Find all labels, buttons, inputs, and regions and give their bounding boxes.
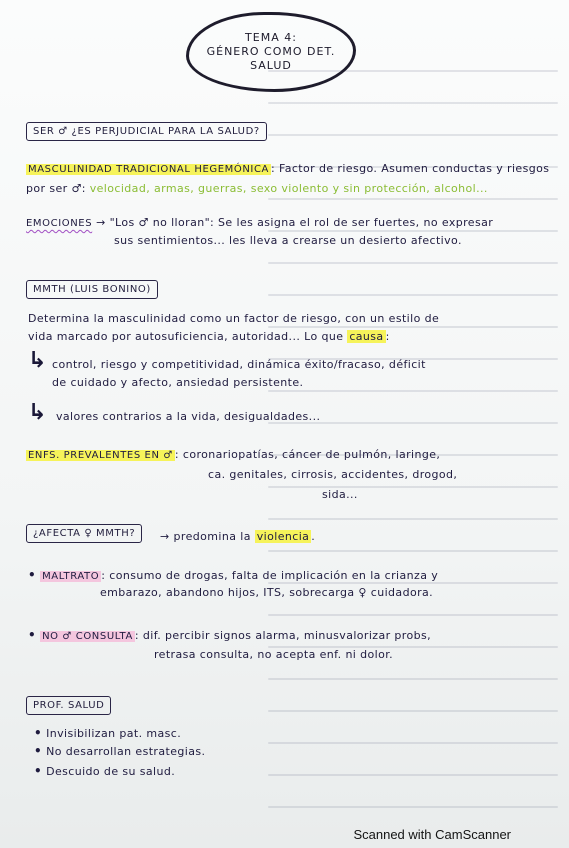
emociones-line-2: sus sentimientos... les lleva a crearse un desierto afectivo. (114, 234, 462, 247)
emociones-rest: → "Los ♂ no lloran": Se les asigna el rol de ser fuertes, no expresar (96, 216, 494, 229)
prof-salud-box: PROF. SALUD (26, 696, 111, 715)
mmth-colon: : (385, 330, 390, 343)
enfs-text-2: ca. genitales, cirrosis, accidentes, drogod, (208, 468, 458, 481)
scanner-watermark: Scanned with CamScanner (353, 827, 511, 842)
afecta-end: . (311, 530, 316, 543)
prof-item-1-text: Invisibilizan pat. masc. (46, 727, 182, 740)
mmth-line-2 (28, 330, 390, 343)
turn-arrow-icon: ↳ (28, 348, 47, 373)
prof-item-3-text: Descuido de su salud. (46, 765, 176, 778)
title-line-2: GÉNERO COMO DET. (206, 45, 336, 58)
title-bubble (186, 12, 356, 92)
prof-item-2-text: No desarrollan estrategias. (46, 745, 206, 758)
title-line-1: TEMA 4: (245, 31, 297, 44)
enfs-line-1 (26, 448, 440, 461)
afecta-text: → predomina la (160, 530, 251, 543)
prof-item-2 (34, 744, 205, 758)
prof-item-1 (34, 726, 181, 740)
emociones-term: EMOCIONES (26, 218, 93, 229)
mascul-rest-1: : Factor de riesgo. Asumen conductas y riesgos (271, 162, 550, 175)
title-line-3: SALUD (250, 59, 292, 72)
bullet-dot: • (34, 726, 43, 740)
bullet-dot: • (28, 568, 37, 582)
mascul-line-2 (26, 182, 488, 195)
mmth-bullet-2: valores contrarios a la vida, desigualdades... (56, 410, 321, 423)
maltrato-term: MALTRATO (42, 571, 100, 582)
mmth-causa-highlight: causa (349, 330, 384, 343)
prof-item-3 (34, 764, 175, 778)
afecta-box: ¿AFECTA ♀ MMTH? (26, 524, 142, 543)
mmth-box: MMTH (LUIS BONINO) (26, 280, 158, 299)
mmth-bullet-1-line-1: control, riesgo y competitividad, dinámica éxito/fracaso, déficit (52, 358, 426, 371)
bullet-dot: • (34, 744, 43, 758)
noconsulta-text-2: retrasa consulta, no acepta enf. ni dolor. (154, 648, 394, 661)
bullet-dot: • (28, 628, 37, 642)
mmth-line-2-text: vida marcado por autosuficiencia, autoridad... Lo que (28, 330, 344, 343)
maltrato-text-1: : consumo de drogas, falta de implicación en la crianza y (101, 569, 439, 582)
bullet-dot: • (34, 764, 43, 778)
mascul-term: MASCULINIDAD TRADICIONAL HEGEMÓNICA (28, 164, 269, 175)
noconsulta-term: NO ♂ CONSULTA (42, 631, 133, 642)
mmth-line-1: Determina la masculinidad como un factor de riesgo, con un estilo de (28, 312, 440, 325)
noconsulta-text-1: : dif. percibir signos alarma, minusvalorizar probs, (134, 629, 432, 642)
emociones-line-1 (26, 216, 493, 229)
enfs-label: ENFS. PREVALENTES EN ♂ (28, 450, 173, 461)
mascul-prefix: por ser ♂: (26, 182, 86, 195)
question-box-perjudicial: SER ♂ ¿ES PERJUDICIAL PARA LA SALUD? (26, 122, 267, 141)
mascul-line-1 (26, 162, 549, 175)
maltrato-line-1 (28, 568, 438, 582)
enfs-text-3: sida... (322, 488, 358, 501)
violencia-highlight: violencia (256, 530, 310, 543)
mascul-risks: velocidad, armas, guerras, sexo violento y sin protección, alcohol... (89, 182, 488, 195)
mmth-bullet-1-line-2: de cuidado y afecto, ansiedad persistente. (52, 376, 304, 389)
turn-arrow-icon-2: ↳ (28, 400, 47, 425)
enfs-text-1: : coronariopatías, cáncer de pulmón, laringe, (174, 448, 441, 461)
maltrato-text-2: embarazo, abandono hijos, ITS, sobrecarga ♀ cuidadora. (100, 586, 434, 599)
afecta-line (160, 530, 315, 543)
noconsulta-line-1 (28, 628, 431, 642)
page-title (207, 31, 336, 73)
